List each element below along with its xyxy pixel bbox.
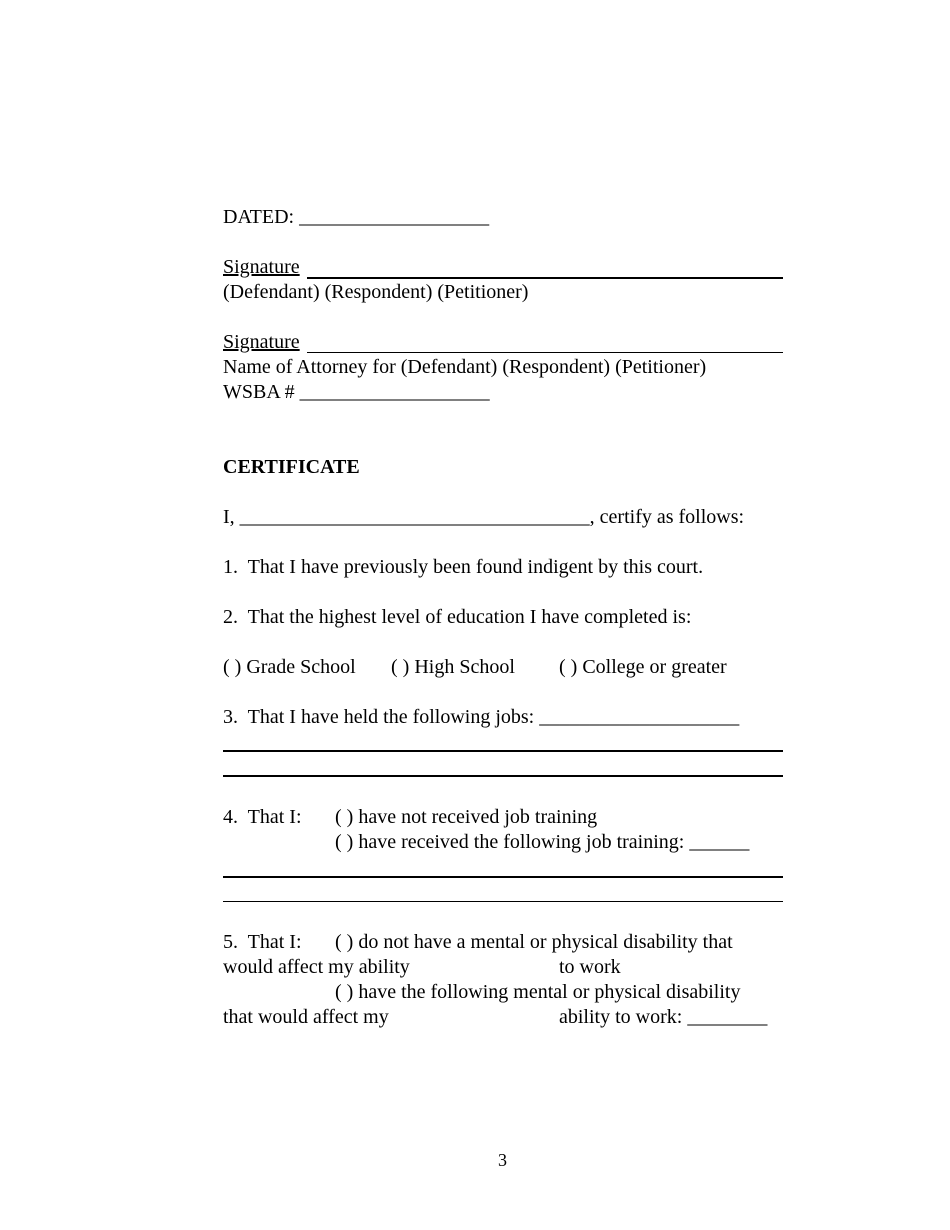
certificate-intro[interactable]: I, ___________________________________, certify as follows: — [223, 506, 745, 528]
certificate-heading: CERTIFICATE — [223, 456, 360, 478]
certificate-item-5-lead: 5. That I: — [223, 931, 302, 953]
wsba-number-field[interactable]: WSBA # ___________________ — [223, 381, 490, 403]
job-training-line-3[interactable] — [223, 901, 783, 902]
disability-option-none[interactable]: ( ) do not have a mental or physical disability that — [335, 931, 733, 953]
education-option-grade-school[interactable]: ( ) Grade School — [223, 656, 356, 678]
certificate-item-3[interactable]: 3. That I have held the following jobs: ____________________ — [223, 706, 740, 728]
signature-caption-defendant: (Defendant) (Respondent) (Petitioner) — [223, 281, 529, 303]
job-training-line-2[interactable] — [223, 876, 783, 878]
signature-label-defendant: Signature — [223, 256, 300, 278]
page-number: 3 — [498, 1150, 507, 1170]
signature-line-defendant[interactable] — [307, 277, 783, 279]
dated-line[interactable]: DATED: ___________________ — [223, 206, 490, 228]
signature-label-attorney: Signature — [223, 331, 300, 353]
certificate-item-1: 1. That I have previously been found indigent by this court. — [223, 556, 704, 578]
job-training-option-received[interactable]: ( ) have received the following job training: ______ — [335, 831, 750, 853]
certificate-item-4-lead: 4. That I: — [223, 806, 302, 828]
education-option-college[interactable]: ( ) College or greater — [559, 656, 727, 678]
disability-option-have-cont-right[interactable]: ability to work: ________ — [559, 1006, 768, 1028]
signature-line-attorney[interactable] — [307, 352, 783, 353]
job-training-option-none[interactable]: ( ) have not received job training — [335, 806, 598, 828]
disability-option-none-cont-right: to work — [559, 956, 621, 978]
education-option-high-school[interactable]: ( ) High School — [391, 656, 515, 678]
disability-option-none-cont-left: would affect my ability — [223, 956, 410, 978]
disability-option-have[interactable]: ( ) have the following mental or physical disability — [335, 981, 741, 1003]
disability-option-have-cont-left: that would affect my — [223, 1006, 389, 1028]
jobs-line-3[interactable] — [223, 775, 783, 777]
certificate-item-2: 2. That the highest level of education I have completed is: — [223, 606, 692, 628]
jobs-line-2[interactable] — [223, 750, 783, 752]
signature-caption-attorney: Name of Attorney for (Defendant) (Respondent) (Petitioner) — [223, 356, 707, 378]
